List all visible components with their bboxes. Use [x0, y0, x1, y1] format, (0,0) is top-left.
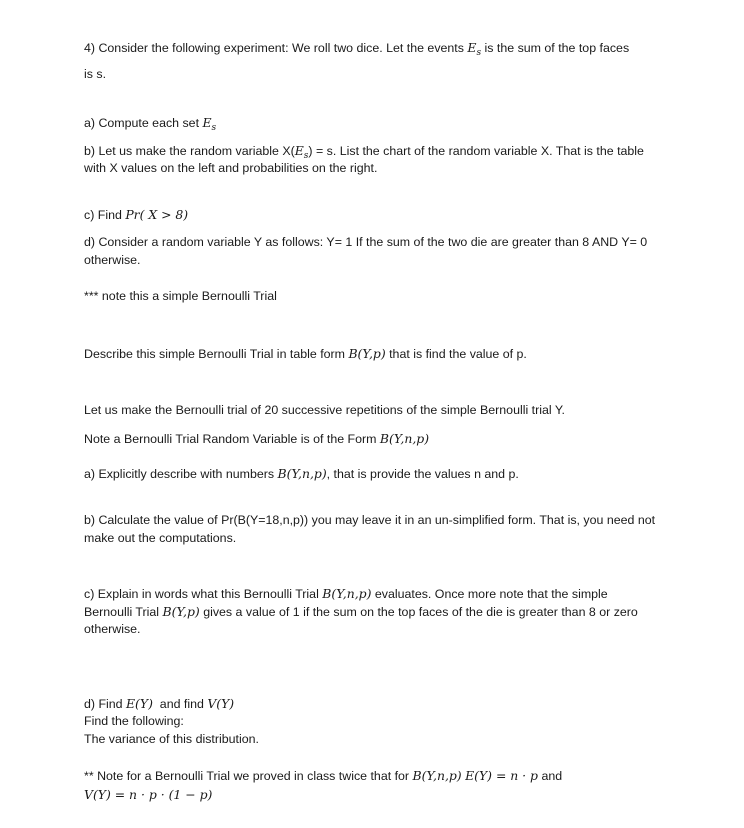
bernoulli-note: *** note this a simple Bernoulli Trial — [84, 289, 277, 303]
part2-d-line2: Find the following: — [84, 714, 184, 728]
part2-d-line1: d) Find E(Y) and find V(Y) — [84, 696, 235, 711]
final-note-line2: V(Y) = n · p · (1 − p) — [84, 787, 213, 802]
part-b-line1: b) Let us make the random variable $X(E_s) = s$. List the chart of the random variable X. That is the table — [84, 143, 644, 161]
part2-b-line2: make out the computations. — [84, 531, 237, 545]
repetitions-text: Let us make the Bernoulli trial of 20 successive repetitions of the simple Bernoulli trial Y. — [84, 403, 565, 417]
part-a-compute-sets: a) Compute each set $E_s$ — [84, 115, 217, 133]
part-d-line2: otherwise. — [84, 253, 141, 267]
event-symbol: $E_s$ — [202, 115, 217, 133]
intro-text-a: 4) Consider the following experiment: We roll two dice. Let the events — [84, 41, 468, 55]
event-symbol: $E_s$ — [467, 40, 482, 58]
part2-a: a) Explicitly describe with numbers B(Y,n,p), that is provide the values n and p. — [84, 466, 519, 481]
problem-intro-line2: is s. — [84, 67, 107, 81]
describe-bernoulli: Describe this simple Bernoulli Trial in table form B(Y,p) that is find the value of p. — [84, 346, 527, 361]
part2-d-line3: The variance of this distribution. — [84, 732, 259, 746]
problem-intro-line1 — [84, 40, 629, 56]
probability-expression: Pr( X > 8) — [125, 207, 189, 222]
part2-b-line1: b) Calculate the value of Pr(B(Y=18,n,p)) you may leave it in an un-simplified form. That is, you need not — [84, 513, 656, 527]
intro-text-b: is the sum of the top faces — [481, 41, 630, 55]
bernoulli-form: Note a Bernoulli Trial Random Variable is of the Form B(Y,n,p) — [84, 431, 430, 446]
part-c-find-probability: c) Find Pr( X > 8) — [84, 207, 189, 222]
event-symbol: $E_s$ — [294, 143, 309, 161]
part2-c-line3: otherwise. — [84, 622, 141, 636]
part2-c-line1: c) Explain in words what this Bernoulli Trial B(Y,n,p) evaluates. Once more note that the simple — [84, 586, 608, 601]
final-note-line1: ** Note for a Bernoulli Trial we proved in class twice that for B(Y,n,p) E(Y) = n · p and — [84, 768, 563, 783]
part-b-line2: with X values on the left and probabilities on the right. — [84, 161, 378, 175]
part-d-line1: d) Consider a random variable Y as follows: Y= 1 If the sum of the two die are greater than 8 AND Y= 0 — [84, 235, 648, 249]
part2-c-line2: Bernoulli Trial B(Y,p) gives a value of 1 if the sum on the top faces of the die is greater than 8 or zero — [84, 604, 638, 619]
